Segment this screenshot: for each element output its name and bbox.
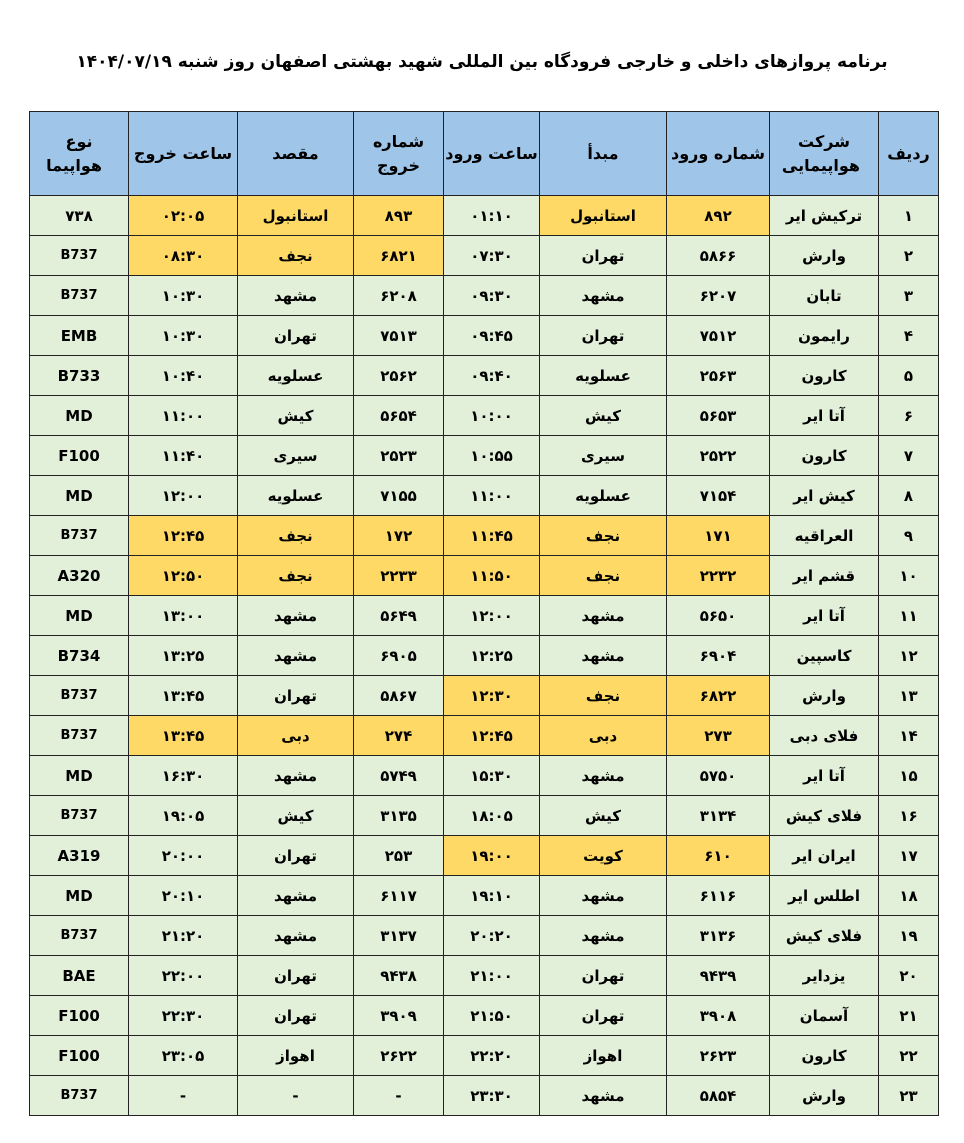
cell-airline: ایران ایر: [770, 836, 879, 876]
cell-origin: تهران: [540, 956, 667, 996]
cell-airline: العراقیه: [770, 516, 879, 556]
cell-airline: یزدایر: [770, 956, 879, 996]
cell-row-number: ۲۰: [879, 956, 939, 996]
cell-aircraft-type: F100: [30, 996, 129, 1036]
cell-aircraft-type: MD: [30, 876, 129, 916]
cell-departure-time: -: [129, 1076, 238, 1116]
cell-origin: مشهد: [540, 756, 667, 796]
cell-arrival-number: ۸۹۲: [667, 196, 770, 236]
cell-aircraft-type: B737: [30, 236, 129, 276]
table-body: [30, 196, 939, 1116]
cell-airline: وارش: [770, 236, 879, 276]
cell-departure-time: ۲۰:۱۰: [129, 876, 238, 916]
cell-arrival-time: ۲۰:۲۰: [444, 916, 540, 956]
cell-departure-number: ۶۲۰۸: [354, 276, 444, 316]
cell-arrival-time: ۱۸:۰۵: [444, 796, 540, 836]
cell-destination: مشهد: [238, 596, 354, 636]
cell-origin: تهران: [540, 996, 667, 1036]
cell-aircraft-type: MD: [30, 396, 129, 436]
table-row: [30, 436, 939, 476]
cell-destination: عسلویه: [238, 356, 354, 396]
cell-aircraft-type: B734: [30, 636, 129, 676]
cell-origin: کیش: [540, 796, 667, 836]
cell-aircraft-type: BAE: [30, 956, 129, 996]
cell-airline: کارون: [770, 436, 879, 476]
cell-airline: آتا ایر: [770, 756, 879, 796]
cell-destination: مشهد: [238, 916, 354, 956]
header-row-number: ردیف: [879, 112, 939, 196]
table-row: [30, 196, 939, 236]
cell-airline: آسمان: [770, 996, 879, 1036]
table-row: [30, 476, 939, 516]
cell-destination: نجف: [238, 236, 354, 276]
cell-airline: رایمون: [770, 316, 879, 356]
cell-row-number: ۵: [879, 356, 939, 396]
cell-airline: کارون: [770, 1036, 879, 1076]
cell-destination: دبی: [238, 716, 354, 756]
cell-arrival-time: ۱۹:۰۰: [444, 836, 540, 876]
cell-departure-number: ۷۱۵۵: [354, 476, 444, 516]
cell-departure-number: ۲۶۲۲: [354, 1036, 444, 1076]
header-aircraft-type: نوع هواپیما: [30, 112, 129, 196]
cell-arrival-number: ۵۷۵۰: [667, 756, 770, 796]
cell-departure-number: ۵۶۴۹: [354, 596, 444, 636]
cell-origin: مشهد: [540, 916, 667, 956]
cell-destination: مشهد: [238, 276, 354, 316]
cell-row-number: ۲: [879, 236, 939, 276]
cell-departure-number: ۶۸۲۱: [354, 236, 444, 276]
cell-aircraft-type: B737: [30, 916, 129, 956]
cell-arrival-time: ۱۲:۳۰: [444, 676, 540, 716]
table-row: [30, 1036, 939, 1076]
cell-row-number: ۷: [879, 436, 939, 476]
cell-destination: تهران: [238, 956, 354, 996]
cell-departure-time: ۱۰:۳۰: [129, 276, 238, 316]
header-arrival-time: ساعت ورود: [444, 112, 540, 196]
cell-departure-time: ۱۳:۴۵: [129, 716, 238, 756]
cell-arrival-number: ۲۶۲۳: [667, 1036, 770, 1076]
cell-airline: کاسپین: [770, 636, 879, 676]
cell-row-number: ۱۶: [879, 796, 939, 836]
cell-arrival-number: ۲۲۳۲: [667, 556, 770, 596]
cell-departure-time: ۲۰:۰۰: [129, 836, 238, 876]
cell-departure-number: ۹۴۳۸: [354, 956, 444, 996]
cell-departure-number: ۱۷۲: [354, 516, 444, 556]
cell-origin: تهران: [540, 316, 667, 356]
cell-aircraft-type: MD: [30, 596, 129, 636]
cell-arrival-time: ۰۷:۳۰: [444, 236, 540, 276]
cell-departure-time: ۰۲:۰۵: [129, 196, 238, 236]
cell-row-number: ۱۸: [879, 876, 939, 916]
cell-departure-time: ۱۱:۰۰: [129, 396, 238, 436]
cell-airline: آتا ایر: [770, 396, 879, 436]
cell-arrival-time: ۰۱:۱۰: [444, 196, 540, 236]
cell-destination: مشهد: [238, 756, 354, 796]
cell-airline: فلای کیش: [770, 916, 879, 956]
cell-arrival-time: ۱۱:۴۵: [444, 516, 540, 556]
cell-departure-time: ۱۶:۳۰: [129, 756, 238, 796]
cell-destination: تهران: [238, 996, 354, 1036]
table-row: [30, 676, 939, 716]
table-row: [30, 356, 939, 396]
header-origin: مبدأ: [540, 112, 667, 196]
cell-destination: -: [238, 1076, 354, 1116]
cell-aircraft-type: B737: [30, 676, 129, 716]
cell-arrival-time: ۲۱:۵۰: [444, 996, 540, 1036]
cell-destination: مشهد: [238, 876, 354, 916]
cell-aircraft-type: F100: [30, 436, 129, 476]
cell-departure-number: ۷۵۱۳: [354, 316, 444, 356]
cell-arrival-number: ۱۷۱: [667, 516, 770, 556]
cell-departure-time: ۲۲:۰۰: [129, 956, 238, 996]
cell-arrival-time: ۰۹:۳۰: [444, 276, 540, 316]
cell-row-number: ۳: [879, 276, 939, 316]
cell-arrival-number: ۶۸۲۲: [667, 676, 770, 716]
cell-aircraft-type: F100: [30, 1036, 129, 1076]
table-row: [30, 276, 939, 316]
cell-aircraft-type: A320: [30, 556, 129, 596]
cell-origin: مشهد: [540, 1076, 667, 1116]
cell-arrival-number: ۲۵۶۳: [667, 356, 770, 396]
cell-destination: استانبول: [238, 196, 354, 236]
table-row: [30, 396, 939, 436]
cell-origin: نجف: [540, 516, 667, 556]
cell-departure-number: ۶۱۱۷: [354, 876, 444, 916]
cell-arrival-time: ۲۲:۲۰: [444, 1036, 540, 1076]
table-row: [30, 556, 939, 596]
cell-departure-time: ۱۱:۴۰: [129, 436, 238, 476]
cell-destination: تهران: [238, 316, 354, 356]
cell-row-number: ۶: [879, 396, 939, 436]
cell-arrival-number: ۳۹۰۸: [667, 996, 770, 1036]
cell-arrival-number: ۵۸۵۴: [667, 1076, 770, 1116]
cell-aircraft-type: B733: [30, 356, 129, 396]
cell-airline: وارش: [770, 676, 879, 716]
cell-departure-time: ۱۲:۵۰: [129, 556, 238, 596]
cell-arrival-number: ۵۶۵۰: [667, 596, 770, 636]
cell-destination: عسلویه: [238, 476, 354, 516]
cell-origin: عسلویه: [540, 476, 667, 516]
cell-row-number: ۱۴: [879, 716, 939, 756]
cell-departure-number: ۳۱۳۷: [354, 916, 444, 956]
table-row: [30, 316, 939, 356]
cell-arrival-number: ۵۸۶۶: [667, 236, 770, 276]
cell-arrival-time: ۱۹:۱۰: [444, 876, 540, 916]
cell-departure-number: ۳۹۰۹: [354, 996, 444, 1036]
cell-arrival-time: ۲۳:۳۰: [444, 1076, 540, 1116]
cell-arrival-number: ۵۶۵۳: [667, 396, 770, 436]
cell-destination: اهواز: [238, 1036, 354, 1076]
cell-arrival-time: ۱۵:۳۰: [444, 756, 540, 796]
cell-origin: سیری: [540, 436, 667, 476]
cell-arrival-number: ۶۲۰۷: [667, 276, 770, 316]
cell-arrival-number: ۳۱۳۴: [667, 796, 770, 836]
cell-aircraft-type: MD: [30, 756, 129, 796]
cell-arrival-time: ۱۰:۰۰: [444, 396, 540, 436]
cell-arrival-time: ۱۲:۰۰: [444, 596, 540, 636]
table-row: [30, 636, 939, 676]
cell-departure-number: ۶۹۰۵: [354, 636, 444, 676]
cell-arrival-time: ۱۲:۴۵: [444, 716, 540, 756]
cell-departure-time: ۱۲:۴۵: [129, 516, 238, 556]
table-row: [30, 996, 939, 1036]
table-row: [30, 836, 939, 876]
cell-origin: نجف: [540, 556, 667, 596]
cell-origin: نجف: [540, 676, 667, 716]
table-row: [30, 716, 939, 756]
cell-aircraft-type: EMB: [30, 316, 129, 356]
table-row: [30, 796, 939, 836]
cell-row-number: ۱۳: [879, 676, 939, 716]
cell-destination: سیری: [238, 436, 354, 476]
cell-destination: نجف: [238, 556, 354, 596]
cell-departure-number: ۲۵۶۲: [354, 356, 444, 396]
cell-row-number: ۸: [879, 476, 939, 516]
cell-departure-time: ۲۲:۳۰: [129, 996, 238, 1036]
cell-destination: تهران: [238, 836, 354, 876]
cell-arrival-number: ۲۵۲۲: [667, 436, 770, 476]
cell-origin: تهران: [540, 236, 667, 276]
cell-airline: فلای کیش: [770, 796, 879, 836]
header-departure-time: ساعت خروج: [129, 112, 238, 196]
cell-aircraft-type: B737: [30, 276, 129, 316]
cell-row-number: ۴: [879, 316, 939, 356]
cell-airline: اطلس ایر: [770, 876, 879, 916]
cell-destination: نجف: [238, 516, 354, 556]
cell-airline: قشم ایر: [770, 556, 879, 596]
header-arrival-number: شماره ورود: [667, 112, 770, 196]
cell-arrival-time: ۰۹:۴۰: [444, 356, 540, 396]
cell-departure-number: ۲۲۳۳: [354, 556, 444, 596]
table-row: [30, 756, 939, 796]
cell-arrival-time: ۱۲:۲۵: [444, 636, 540, 676]
cell-origin: کیش: [540, 396, 667, 436]
header-departure-number: شماره خروج: [354, 112, 444, 196]
cell-row-number: ۱: [879, 196, 939, 236]
cell-arrival-time: ۰۹:۴۵: [444, 316, 540, 356]
cell-origin: اهواز: [540, 1036, 667, 1076]
cell-row-number: ۲۳: [879, 1076, 939, 1116]
cell-row-number: ۱۲: [879, 636, 939, 676]
cell-aircraft-type: B737: [30, 796, 129, 836]
cell-departure-number: ۵۸۶۷: [354, 676, 444, 716]
cell-airline: فلای دبی: [770, 716, 879, 756]
cell-arrival-number: ۷۵۱۲: [667, 316, 770, 356]
cell-departure-time: ۱۹:۰۵: [129, 796, 238, 836]
table-header-row: [30, 112, 939, 196]
cell-origin: کویت: [540, 836, 667, 876]
cell-arrival-number: ۹۴۳۹: [667, 956, 770, 996]
cell-airline: آتا ایر: [770, 596, 879, 636]
cell-arrival-number: ۷۱۵۴: [667, 476, 770, 516]
cell-aircraft-type: B737: [30, 716, 129, 756]
cell-departure-number: ۳۱۳۵: [354, 796, 444, 836]
cell-origin: مشهد: [540, 876, 667, 916]
cell-airline: وارش: [770, 1076, 879, 1116]
cell-departure-time: ۲۱:۲۰: [129, 916, 238, 956]
cell-arrival-number: ۶۹۰۴: [667, 636, 770, 676]
cell-destination: کیش: [238, 796, 354, 836]
cell-row-number: ۱۷: [879, 836, 939, 876]
cell-departure-time: ۱۰:۴۰: [129, 356, 238, 396]
cell-row-number: ۲۲: [879, 1036, 939, 1076]
cell-airline: ترکیش ایر: [770, 196, 879, 236]
table-row: [30, 596, 939, 636]
cell-destination: کیش: [238, 396, 354, 436]
cell-row-number: ۲۱: [879, 996, 939, 1036]
cell-departure-number: -: [354, 1076, 444, 1116]
header-destination: مقصد: [238, 112, 354, 196]
cell-aircraft-type: MD: [30, 476, 129, 516]
cell-arrival-time: ۱۱:۰۰: [444, 476, 540, 516]
cell-aircraft-type: A319: [30, 836, 129, 876]
cell-row-number: ۱۰: [879, 556, 939, 596]
cell-destination: تهران: [238, 676, 354, 716]
cell-aircraft-type: B737: [30, 1076, 129, 1116]
flight-schedule-table: [29, 111, 939, 1116]
cell-departure-number: ۲۵۳: [354, 836, 444, 876]
table-row: [30, 236, 939, 276]
cell-departure-number: ۵۶۵۴: [354, 396, 444, 436]
cell-origin: مشهد: [540, 596, 667, 636]
cell-airline: تابان: [770, 276, 879, 316]
table-row: [30, 1076, 939, 1116]
cell-departure-time: ۱۳:۲۵: [129, 636, 238, 676]
table-row: [30, 876, 939, 916]
cell-arrival-time: ۱۱:۵۰: [444, 556, 540, 596]
cell-airline: کیش ایر: [770, 476, 879, 516]
cell-departure-time: ۱۳:۰۰: [129, 596, 238, 636]
cell-origin: دبی: [540, 716, 667, 756]
cell-destination: مشهد: [238, 636, 354, 676]
cell-arrival-time: ۱۰:۵۵: [444, 436, 540, 476]
cell-departure-time: ۰۸:۳۰: [129, 236, 238, 276]
cell-origin: عسلویه: [540, 356, 667, 396]
cell-departure-number: ۲۵۲۳: [354, 436, 444, 476]
cell-arrival-number: ۲۷۳: [667, 716, 770, 756]
page-title: برنامه پروازهای داخلی و خارجی فرودگاه بین المللی شهید بهشتی اصفهان روز شنبه ۱۴۰۴/۰۷/۱۹: [76, 52, 888, 72]
cell-aircraft-type: ۷۳۸: [30, 196, 129, 236]
header-airline: شرکت هواپیمایی: [770, 112, 879, 196]
cell-departure-number: ۵۷۴۹: [354, 756, 444, 796]
cell-airline: کارون: [770, 356, 879, 396]
cell-origin: مشهد: [540, 276, 667, 316]
cell-arrival-number: ۶۱۱۶: [667, 876, 770, 916]
cell-row-number: ۱۱: [879, 596, 939, 636]
cell-departure-number: ۲۷۴: [354, 716, 444, 756]
cell-arrival-number: ۳۱۳۶: [667, 916, 770, 956]
cell-departure-time: ۲۳:۰۵: [129, 1036, 238, 1076]
cell-origin: استانبول: [540, 196, 667, 236]
cell-row-number: ۱۵: [879, 756, 939, 796]
cell-departure-number: ۸۹۳: [354, 196, 444, 236]
cell-origin: مشهد: [540, 636, 667, 676]
cell-aircraft-type: B737: [30, 516, 129, 556]
cell-row-number: ۱۹: [879, 916, 939, 956]
cell-departure-time: ۱۰:۳۰: [129, 316, 238, 356]
cell-departure-time: ۱۳:۴۵: [129, 676, 238, 716]
table-row: [30, 916, 939, 956]
cell-arrival-time: ۲۱:۰۰: [444, 956, 540, 996]
table-row: [30, 956, 939, 996]
cell-departure-time: ۱۲:۰۰: [129, 476, 238, 516]
cell-arrival-number: ۶۱۰: [667, 836, 770, 876]
table-row: [30, 516, 939, 556]
cell-row-number: ۹: [879, 516, 939, 556]
